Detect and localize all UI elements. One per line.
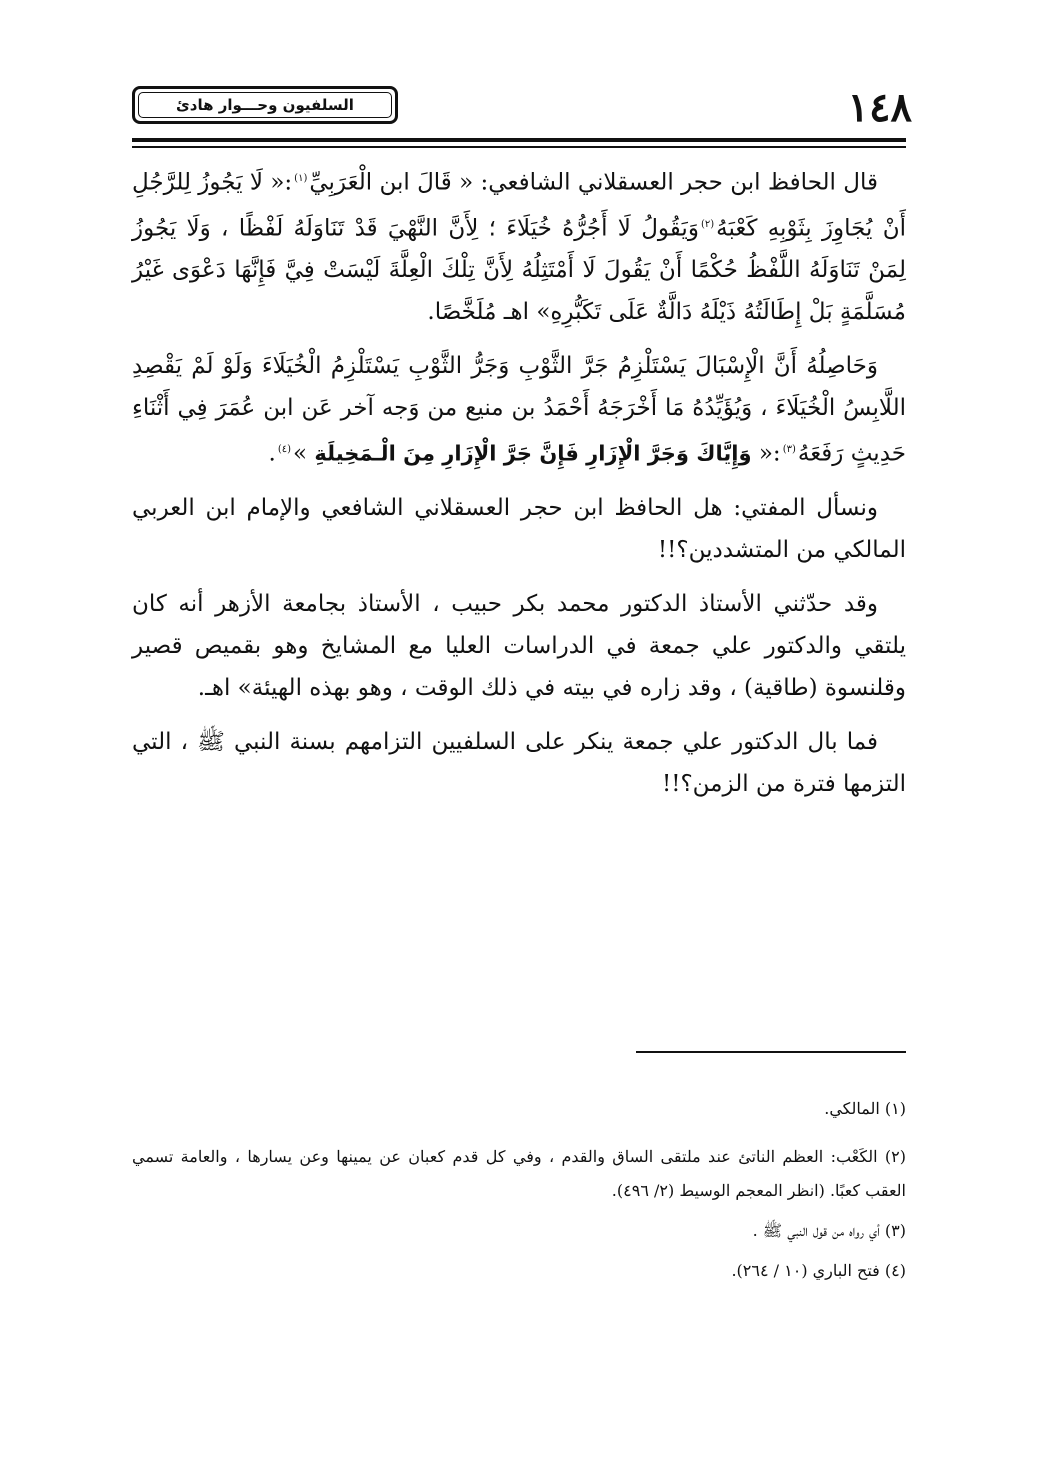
footnote-ref-4: (٤) <box>277 444 292 456</box>
book-title: السلفيون وحـــوار هادئ <box>138 92 392 118</box>
page-number: ١٤٨ <box>847 84 912 131</box>
paragraph-3: ونسأل المفتي: هل الحافظ ابن حجر العسقلاني الشافعي والإمام ابن العربي المالكي من المتشددين؟!! <box>132 494 906 563</box>
paragraph-2-end: . <box>268 440 276 467</box>
hadith-quote: وَإِيَّاكَ وَجَرَّ الْإِزَارِ فَإِنَّ جَرَّ الْإِزَارِ مِنَ الْـمَخِيلَةِ <box>314 441 752 466</box>
footnote-separator <box>636 1051 906 1053</box>
footnote-ref-2: (٢) <box>700 218 715 230</box>
paragraph-5: فما بال الدكتور علي جمعة ينكر على السلفيين التزامهم بسنة النبي ﷺ ، التي التزمها فترة من الزمن؟!! <box>132 728 906 797</box>
paragraph-1-text-a: قال الحافظ ابن حجر العسقلاني الشافعي: « قَالَ ابن الْعَرَبِيِّ <box>309 169 878 196</box>
paragraph-2-close-quote: » <box>293 440 308 467</box>
footnote-ref-1: (١) <box>294 173 308 184</box>
header-rule-thick <box>132 138 906 142</box>
footnote-4: (٤) فتح الباري (١٠ / ٢٦٤). <box>731 1261 906 1280</box>
paragraph-4: وقد حدّثني الأستاذ الدكتور محمد بكر حبيب ، الأستاذ بجامعة الأزهر أنه كان يلتقي والدكتور علي جمعة في الدراسات العليا مع المشايخ وهو بقميص قصير وقلنسوة (طاقية) ، وقد زاره في بيته في ذلك الوقت ، وهو بهذه الهيئة» اهـ. <box>132 590 906 701</box>
paragraph-1-text-b: :« لَا يَجُوزُ لِلرَّجُلِ أَنْ يُجَاوِزَ بِثَوْبِهِ كَعْبَهُ <box>132 169 906 242</box>
footnote-ref-3: (٣) <box>782 444 796 456</box>
header-rule-thin <box>132 146 906 148</box>
footnote-1: (١) المالكي. <box>824 1099 906 1118</box>
footnote-2: (٢) الكَعْب: العظم الناتئ عند ملتقى الساق والقدم ، وفي كل قدم كعبان عن يمينها وعن يسارها ، والعامة تسمي العقب كعبًا. (انظر المعجم الوسيط (٢/ ٤٩٦). <box>132 1147 907 1200</box>
footnotes <box>132 1092 906 1294</box>
paragraph-1 <box>132 158 906 333</box>
paragraph-2-text-a: وَحَاصِلُهُ أَنَّ الْإِسْبَالَ يَسْتَلْزِمُ جَرَّ الثَّوْبِ وَجَرُّ الثَّوْبِ يَسْتَلْزِمُ الْخُيَلَاءَ وَلَوْ لَمْ يَقْصِدِ اللَّابِسُ الْخُيَلَاءَ ، وَيُؤَيِّدُهُ مَا أَخْرَجَهُ أَحْمَدُ بن منيع من وَجه آخر عَن ابن عُمَرَ فِي أَثْنَاءِ حَدِيثٍ رَفَعَهُ <box>132 353 906 467</box>
book-title-frame <box>132 86 398 124</box>
paragraph-1-text-c: وَيَقُولُ لَا أَجُرُّهُ خُيَلَاءَ ؛ لِأَنَّ النَّهْيَ قَدْ تَنَاوَلَهُ لَفْظًا ، وَلَا يَجُوزُ لِمَنْ تَنَاوَلَهُ اللَّفْظُ حُكْمًا أَنْ يَقُولَ لَا أَمْتَثِلُهُ لِأَنَّ تِلْكَ الْعِلَّةَ لَيْسَتْ فِيَّ فَإِنَّهَا دَعْوَى غَيْرُ مُسَلَّمَةٍ بَلْ إِطَالَتُهُ ذَيْلَهُ دَالَّةٌ عَلَى تَكَبُّرِهِ» اهـ مُلَخَّصًا. <box>132 215 906 326</box>
paragraph-2-open-quote: :« <box>758 440 781 467</box>
paragraph-2 <box>132 345 906 475</box>
footnote-3: (٣) أي رواه من قول النبي ﷺ . <box>752 1221 906 1240</box>
main-text <box>132 158 906 817</box>
